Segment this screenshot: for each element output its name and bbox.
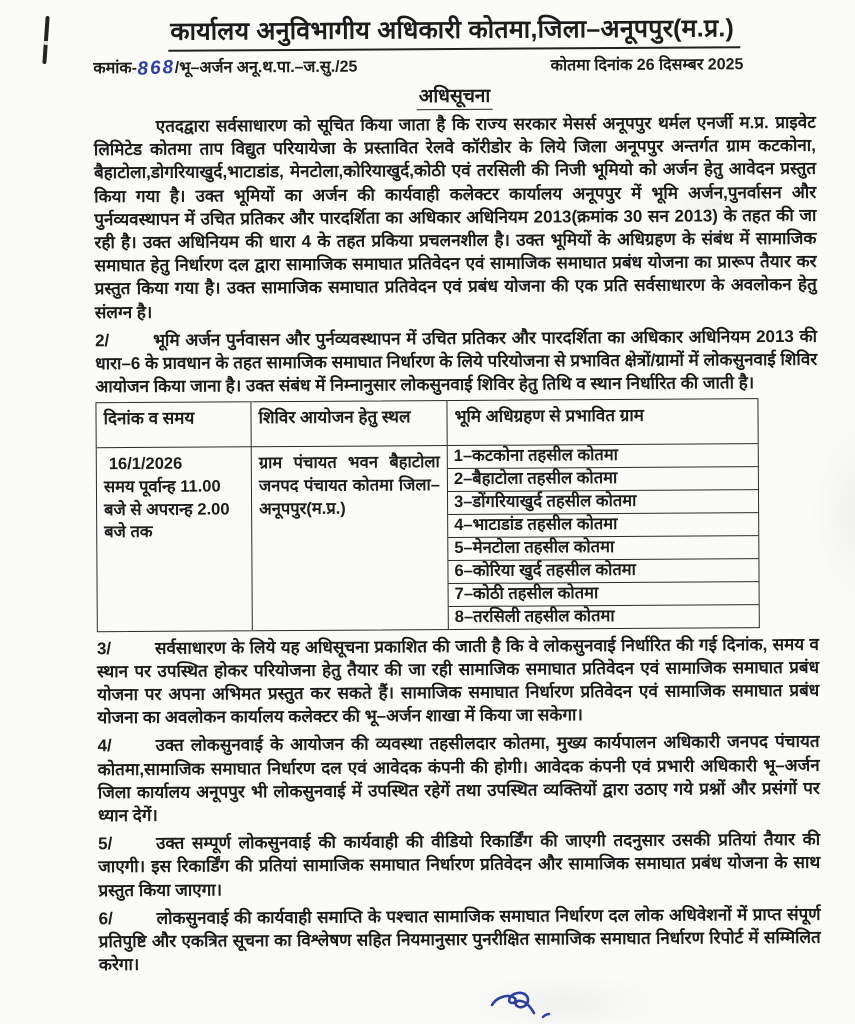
paragraph-3-number: 3/ (96, 638, 112, 658)
table-header-venue: शिविर आयोजन हेतु स्थल (251, 401, 447, 447)
table-header-date-time: दिनांक व समय (96, 403, 251, 449)
village-row: 3–डोंगरियाखुर्द तहसील कोतमा (448, 490, 758, 515)
paragraph-3-text: सर्वसाधारण के लिये यह अधिसूचना प्रकाशित की जाती है कि वे लोकसुनवाई निर्धारित की गई दिनांक, समय व स्थान पर उपस्थित होकर परियोजना हेतु तैयार की जा रही सामाजिक समाघात प्रतिवेदन एवं सामाजिक समाघात प्रबंध योजना पर अपना अभिमत प्रस्तुत कर सकते हैं। सामाजिक समाघात निर्धारण प्रतिवेदन एवं सामाजिक समाघात प्रबंध योजना का अवलोकन कार्यालय कलेक्टर की भू–अर्जन शाखा में किया जा सकेगा। (97, 634, 820, 728)
signature-mark-icon (486, 984, 558, 1024)
paragraph-6 (99, 903, 821, 977)
paragraph-2-number: 2/ (95, 330, 110, 351)
schedule-date: 16/1/2026 (108, 455, 183, 474)
village-row: 2–बैहाटोला तहसील कोतमा (448, 467, 758, 492)
notice-heading-wrap (93, 80, 815, 112)
paragraph-4-text: उक्त लोकसुनवाई के आयोजन की व्यवस्था तहसीलदार कोतमा, मुख्य कार्यपालन अधिकारी जनपद पंचायत कोतमा,सामाजिक समाघात निर्धारण दल एवं आवेदक कंपनी की होगी। आवेदक कंपनी एवं प्रभारी अधिकारी भू–अर्जन जिला कार्यालय अनूपपुर भी लोकसुनवाई में उपस्थित रहेगें तथा उपस्थित व्यक्तियों द्वारा उठाए गये प्रश्नों और प्रसंगों पर ध्यान देगें। (97, 732, 820, 826)
venue-cell: ग्राम पंचायत भवन बैहाटोला जनपद पंचायत कोतमा जिला–अनूपपुर(म.प्र.) (252, 446, 449, 629)
hearing-schedule-table (95, 399, 759, 632)
village-row: 6–कोरिया खुर्द तहसील कोतमा (448, 559, 758, 584)
village-row: 7–कोठी तहसील कोतमा (449, 582, 759, 607)
village-row: 8–तरसिली तहसील कोतमा (454, 606, 615, 626)
signature-squiggle (486, 984, 558, 1024)
document-content (93, 10, 821, 977)
paragraph-2-text: भूमि अर्जन पुर्नवासन और पुर्नव्यवस्थापन में उचित प्रतिकर और पारदर्शिता का अधिकार अधिनियम 2013 की धारा–6 के प्रावधान के तहत सामाजिक समाघात निर्धारण के लिये परियोजना से प्रभावित क्षेत्रों/ग्रामों में लोकसुनवाई शिविर आयोजन किया जाना है। उक्त संबंध में निम्नानुसार लोकसुनवाई शिविर हेतु तिथि व स्थान निर्धारित की जाती है। (95, 326, 818, 397)
schedule-cell (97, 448, 253, 631)
paragraph-1 (94, 111, 817, 324)
village-row: 1–कटकोना तहसील कोतमा (448, 445, 758, 470)
reference-number-line (93, 55, 357, 80)
paragraph-6-number: 6/ (98, 908, 113, 928)
paragraph-4-number: 4/ (97, 736, 112, 756)
villages-cell (448, 445, 759, 629)
ref-label: कमांक- (93, 59, 138, 78)
schedule-time: समय पूर्वान्ह 11.00 बजे से अपरान्ह 2.00 बजे तक (103, 477, 230, 542)
village-row: 4–भाटाडांड तहसील कोतमा (448, 513, 758, 538)
paragraph-5 (98, 828, 820, 902)
paragraph-2 (95, 325, 817, 399)
village-row: 5–मेनटोला तहसील कोतमा (448, 536, 758, 561)
handwritten-ref-number: 868 (136, 56, 176, 80)
paragraph-3 (97, 632, 820, 729)
ref-rest: /भू–अर्जन अनू.थ.पा.–ज.सु./25 (174, 58, 358, 77)
reference-row (93, 52, 815, 79)
letterhead (93, 10, 815, 52)
office-title: कार्यालय अनुविभागीय अधिकारी कोतमा,जिला–अनूपपुर(म.प्र.) (168, 10, 740, 51)
paragraph-4 (97, 730, 820, 827)
paragraph-1-text: एतदद्वारा सर्वसाधारण को सूचित किया जाता है कि राज्य सरकार मेसर्स अनूपपुर थर्मल एनर्जी म.प्र. प्राइवेट लिमिटेड कोतमा ताप विद्युत परियायेजा के प्रस्तावित रेलवे कॉरीडोर के लिये जिला अनूपपुर अन्तर्गत ग्राम कटकोना, बैहाटोला,डोगरियाखुर्द,भाटाडांड, मेनटोला,कोरियाखुर्द,कोठी एवं तरसिली की निजी भूमियो को अर्जन हेतु आवेदन प्रस्तुत किया गया है। उक्त भूमियों का अर्जन की कार्यवाही कलेक्टर कार्यालय अनूपपुर में भूमि अर्जन,पुनर्वासन और पुर्नव्यवस्थापन में उचित प्रतिकर और पारदर्शिता का अधिकार अधिनियम 2013(क्रमांक 30 सन 2013) के तहत की जा रही है। उक्त अधिनियम की धारा 4 के तहत प्रकिया प्रचलनशील है। उक्त भूमियों के अधिग्रहण के संबंध में सामाजिक समाघात हेतु निर्धारण दल द्वारा सामाजिक समाघात प्रतिवेदन एवं सामाजिक समाघात प्रबंध योजना का प्रारूप तैयार कर प्रस्तुत किया गया है। उक्त सामाजिक समाघात प्रतिवेदन एवं प्रबंध योजना की एक प्रति सर्वसाधारण के अवलोकन हेतु संलग्न है। (93, 112, 817, 322)
paragraph-5-text: उक्त सम्पूर्ण लोकसुनवाई की कार्यवाही की वीडियो रिकार्डिंग की जाएगी तदनुसार उसकी प्रतियां तैयार की जाएगी। इस रिकार्डिंग की प्रतियां सामाजिक समाघात निर्धारण प्रतिवेदन और सामाजिक समाघात प्रबंध योजना के साथ प्रस्तुत किया जाएगा। (98, 829, 821, 900)
paragraph-6-text: लोकसुनवाई की कार्यवाही समाप्ति के पश्चात सामाजिक समाघात निर्धारण दल लोक अधिवेशनों में प्राप्त संपूर्ण प्रतिपुष्टि और एकत्रित सूचना का विश्लेषण सहित नियमानुसार पुनरीक्षित सामाजिक समाघात निर्धारण रिपोर्ट में सम्मिलित करेगा। (98, 904, 821, 975)
table-header-villages: भूमि अधिग्रहण से प्रभावित ग्राम (447, 400, 757, 447)
ink-stroke-mark (42, 16, 49, 64)
place-date-line: कोतमा दिनांक 26 दिसम्बर 2025 (550, 56, 744, 75)
paragraph-5-number: 5/ (98, 834, 113, 854)
notice-heading: अधिसूचना (417, 82, 493, 110)
